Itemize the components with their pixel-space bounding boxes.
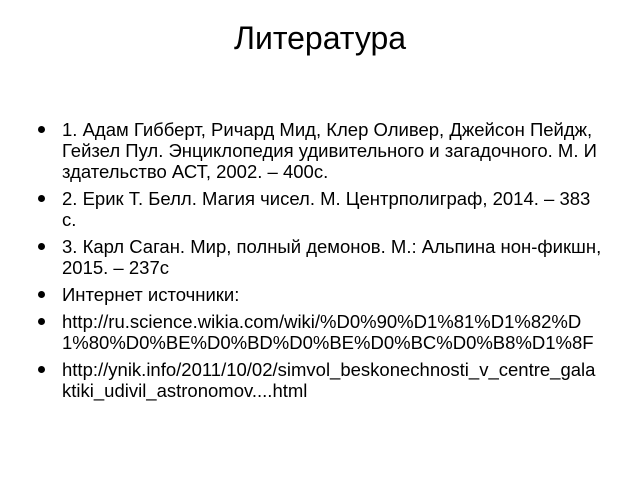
reference-text: 1. Адам Гибберт, Ричард Мид, Клер Оливер, Джейсон Пейдж, Гейзел Пул. Энциклопедия удивительного и загадочного. М. Издательство АСТ, 2002. – 400с. [62, 119, 597, 182]
bullet-icon [38, 195, 45, 202]
list-item [36, 236, 604, 278]
list-item [36, 119, 604, 182]
bullet-icon [38, 291, 45, 298]
slide-title: Литература [233, 20, 407, 56]
reference-text: 3. Карл Саган. Мир, полный демонов. М.: Альпина нон-фикшн, 2015. – 237с [62, 236, 602, 278]
bullet-icon [38, 318, 45, 325]
list-item [36, 311, 604, 353]
bullet-icon [38, 243, 45, 250]
reference-link[interactable]: http://ynik.info/2011/10/02/simvol_beskonechnosti_v_centre_galaktiki_udivil_astronomov....html [62, 359, 596, 401]
bullet-icon [38, 366, 45, 373]
reference-link[interactable]: http://ru.science.wikia.com/wiki/%D0%90%D1%81%D1%82%D1%80%D0%BE%D0%BD%D0%BE%D0%BC%D0%B8%D1%8F [62, 311, 594, 353]
list-item [36, 188, 604, 230]
internet-sources-heading: Интернет источники: [62, 284, 240, 305]
list-item [36, 284, 604, 305]
bullet-icon [38, 126, 45, 133]
bullet-list [36, 119, 604, 407]
reference-text: 2. Ерик Т. Белл. Магия чисел. М. Центрполиграф, 2014. – 383с. [62, 188, 591, 230]
list-item [36, 359, 604, 401]
